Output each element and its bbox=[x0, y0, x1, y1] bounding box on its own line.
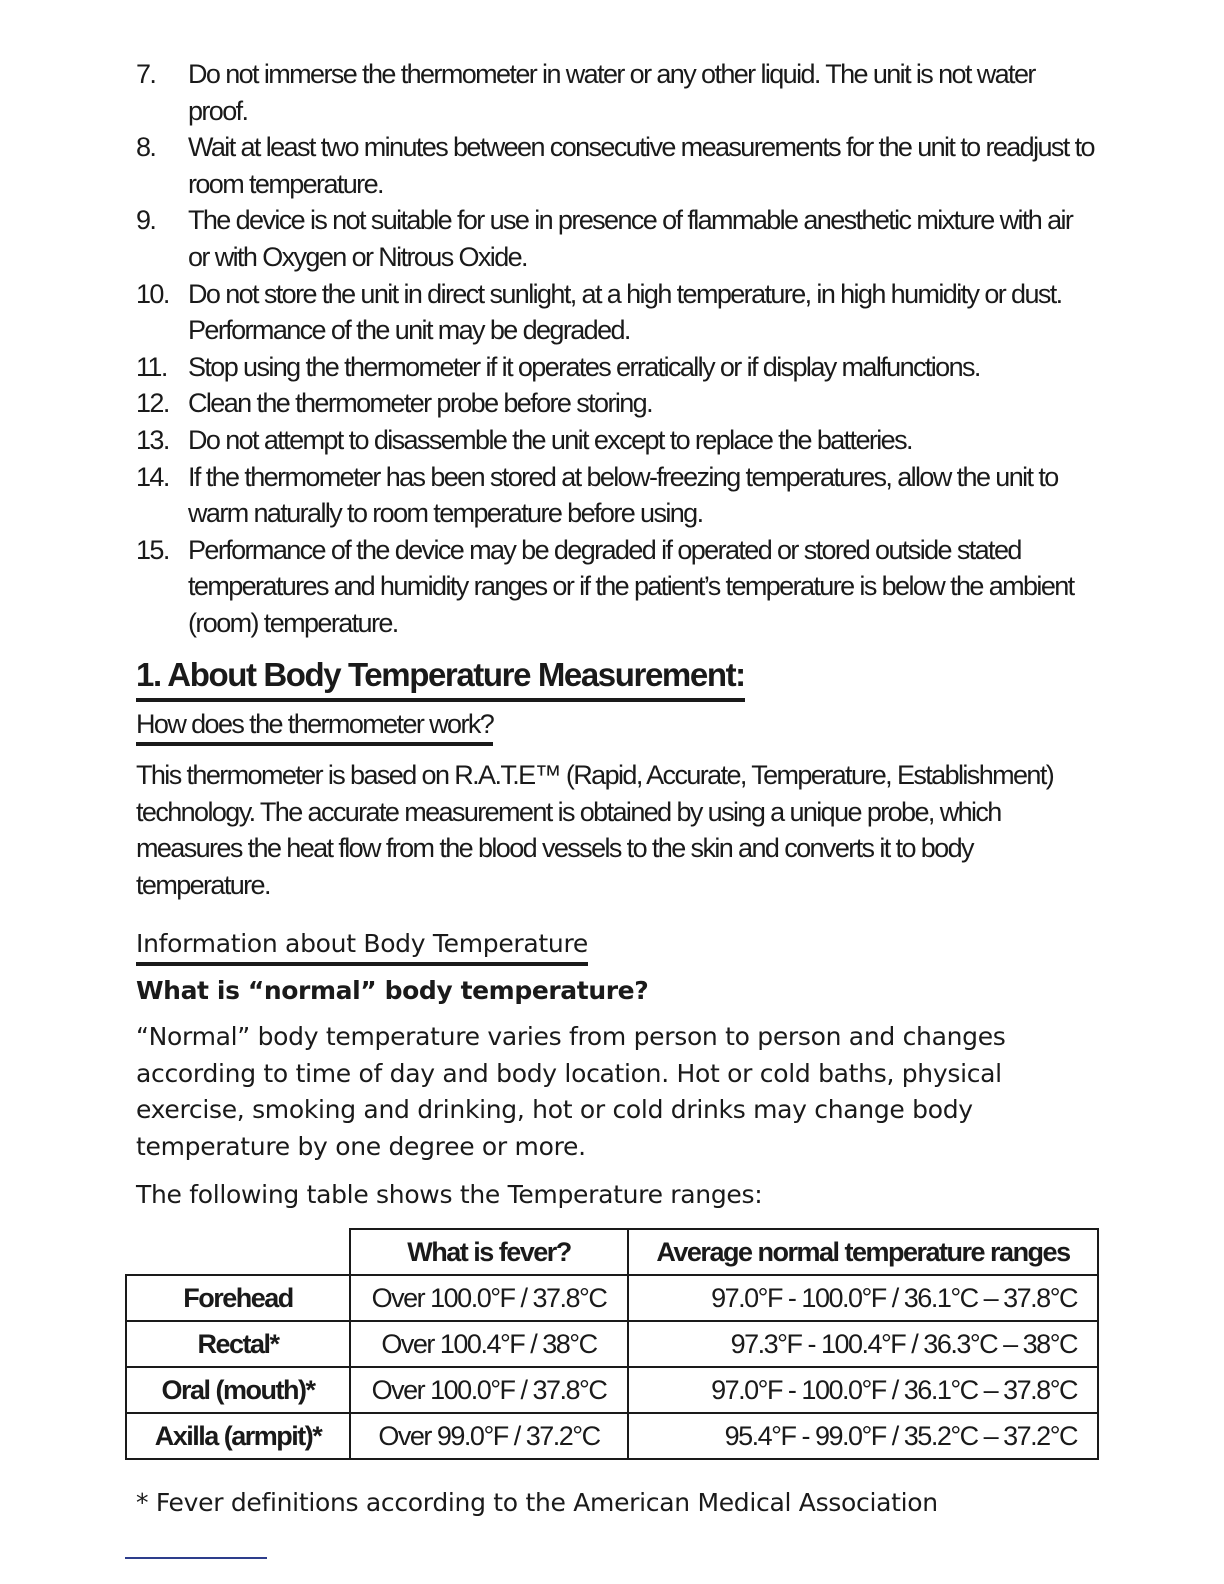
site-cell: Forehead bbox=[126, 1275, 350, 1321]
item-text: Wait at least two minutes between consecutive measurements for the unit to readjust to room temperature. bbox=[188, 132, 1094, 199]
item-number: 14. bbox=[136, 461, 169, 492]
precautions-list bbox=[136, 56, 1096, 642]
item-number: 12. bbox=[136, 388, 169, 419]
item-text: Clean the thermometer probe before storing. bbox=[188, 388, 652, 419]
item-text: Do not attempt to disassemble the unit except to replace the batteries. bbox=[188, 424, 912, 455]
header-normal-range: Average normal temperature ranges bbox=[628, 1229, 1098, 1275]
item-text: The device is not suitable for use in presence of flammable anesthetic mixture with air or with Oxygen or Nitrous Oxide. bbox=[188, 205, 1073, 272]
item-number: 10. bbox=[136, 278, 169, 309]
how-it-works-heading: How does the thermometer work? bbox=[136, 706, 493, 746]
table-header-row bbox=[126, 1229, 1098, 1275]
temperature-table bbox=[125, 1228, 1099, 1460]
list-item bbox=[136, 202, 1096, 275]
item-number: 15. bbox=[136, 534, 169, 565]
list-item bbox=[136, 349, 1096, 386]
range-cell: 97.3°F - 100.4°F / 36.3°C – 38°C bbox=[628, 1321, 1098, 1367]
table-row bbox=[126, 1413, 1098, 1459]
table-row bbox=[126, 1367, 1098, 1413]
table-intro: The following table shows the Temperature ranges: bbox=[136, 1180, 763, 1209]
list-item bbox=[136, 532, 1096, 642]
fever-cell: Over 100.4°F / 38°C bbox=[350, 1321, 628, 1367]
range-cell: 97.0°F - 100.0°F / 36.1°C – 37.8°C bbox=[628, 1367, 1098, 1413]
item-text: Performance of the device may be degraded if operated or stored outside stated temperatures and humidity ranges or if the patient’s temperature is below the ambient (room) temperature. bbox=[188, 534, 1074, 638]
list-item bbox=[136, 276, 1096, 349]
item-number: 7. bbox=[136, 59, 156, 89]
table-row bbox=[126, 1321, 1098, 1367]
footnote: * Fever definitions according to the American Medical Association bbox=[136, 1488, 938, 1517]
fever-cell: Over 100.0°F / 37.8°C bbox=[350, 1275, 628, 1321]
item-number: 11. bbox=[136, 351, 167, 382]
footer-divider bbox=[125, 1557, 267, 1559]
range-cell: 95.4°F - 99.0°F / 35.2°C – 37.2°C bbox=[628, 1413, 1098, 1459]
fever-cell: Over 99.0°F / 37.2°C bbox=[350, 1413, 628, 1459]
how-it-works-text: This thermometer is based on R.A.T.E™ (Rapid, Accurate, Temperature, Establishment) technology. The accurate measurement is obtained by using a unique probe, which measures the heat flow from the blood vessels to the skin and converts it to body temperature. bbox=[136, 760, 1054, 900]
list-item bbox=[136, 56, 1096, 129]
item-text: Do not store the unit in direct sunlight, at a high temperature, in high humidity or dust. Performance of the unit may be degraded. bbox=[188, 278, 1062, 346]
list-item bbox=[136, 129, 1096, 202]
info-heading: Information about Body Temperature bbox=[136, 926, 588, 966]
item-number: 13. bbox=[136, 424, 169, 455]
fever-cell: Over 100.0°F / 37.8°C bbox=[350, 1367, 628, 1413]
item-text: Do not immerse the thermometer in water or any other liquid. The unit is not water proof. bbox=[188, 59, 1035, 126]
list-item bbox=[136, 422, 1096, 459]
range-cell: 97.0°F - 100.0°F / 36.1°C – 37.8°C bbox=[628, 1275, 1098, 1321]
table-row bbox=[126, 1275, 1098, 1321]
item-number: 9. bbox=[136, 205, 156, 236]
list-item bbox=[136, 385, 1096, 422]
item-text: Stop using the thermometer if it operates erratically or if display malfunctions. bbox=[188, 351, 980, 382]
header-fever: What is fever? bbox=[350, 1229, 628, 1275]
normal-temperature-text: “Normal” body temperature varies from person to person and changes according to time of day and body location. Hot or cold baths, physical exercise, smoking and drinking, hot or cold drinks may change body temperature by one degree or more. bbox=[136, 1022, 1006, 1161]
list-item bbox=[136, 459, 1096, 532]
site-cell: Oral (mouth)* bbox=[126, 1367, 350, 1413]
item-number: 8. bbox=[136, 132, 156, 163]
site-cell: Rectal* bbox=[126, 1321, 350, 1367]
header-blank-cell bbox=[126, 1229, 350, 1275]
normal-temperature-question: What is “normal” body temperature? bbox=[136, 976, 649, 1005]
section-heading: 1. About Body Temperature Measurement: bbox=[136, 652, 745, 702]
site-cell: Axilla (armpit)* bbox=[126, 1413, 350, 1459]
item-text: If the thermometer has been stored at below-freezing temperatures, allow the unit to warm naturally to room temperature before using. bbox=[188, 461, 1058, 529]
